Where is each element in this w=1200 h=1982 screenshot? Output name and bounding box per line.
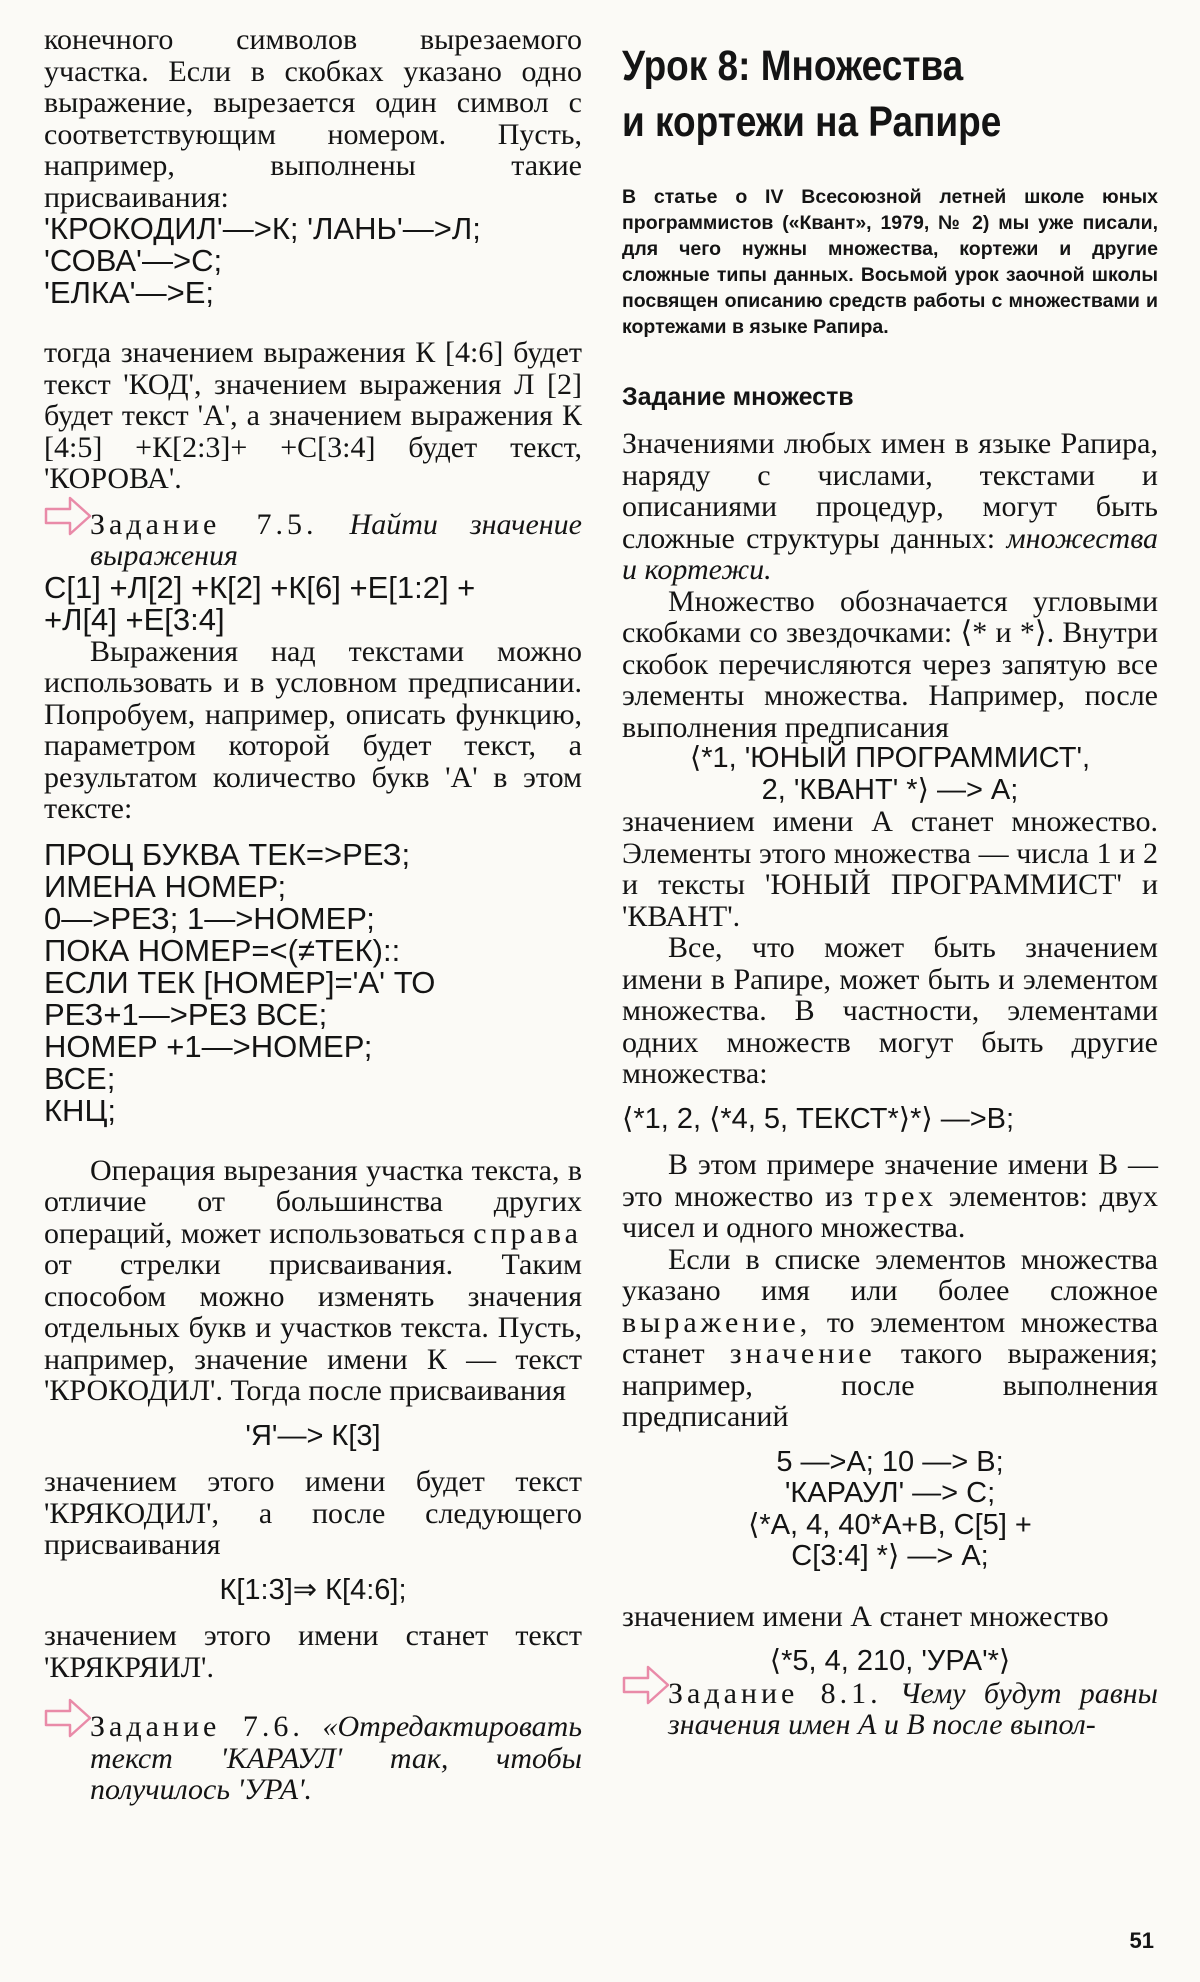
code-line: НОМЕР +1—>НОМЕР; bbox=[44, 1028, 373, 1064]
code-block bbox=[44, 836, 582, 1128]
paragraph: значением имени А станет множество. Элементы этого множества — числа 1 и 2 и тексты 'ЮНЫЙ ПРОГРАММИСТ' и 'КВАНТ'. bbox=[622, 805, 1158, 933]
code-line: С[1] +Л[2] +К[2] +К[6] +Е[1:2] + bbox=[44, 569, 476, 605]
pointer-arrow-icon bbox=[44, 495, 92, 537]
code-line: 'КАРАУЛ' —> С; bbox=[784, 1477, 996, 1509]
lead-paragraph: В статье о IV Всесоюзной летней школе юных программистов («Квант», 1979, № 2) мы уже писали, для чего нужны множества, кортежи и другие сложные типы данных. Восьмой урок заочной школы посвящен описанию средств работы с множествами и кортежами в языке Рапира. bbox=[622, 186, 1158, 338]
paragraph: Значениями любых имен в языке Рапира, наряду с числами, текстами и описаниями процедур, могут быть сложные структуры данных: множества и кортежи. bbox=[622, 427, 1159, 586]
code-line: РЕЗ+1—>РЕЗ ВСЕ; bbox=[44, 996, 328, 1032]
code-line: ⟨*1, 2, ⟨*4, 5, ТЕКСТ*⟩*⟩ —>В; bbox=[622, 1102, 1015, 1135]
code-line: К[1:3]⇒ К[4:6]; bbox=[219, 1573, 407, 1606]
paragraph: значением этого имени будет текст 'КРЯКОДИЛ', а после следующего присваивания bbox=[44, 1465, 582, 1561]
task-8-1 bbox=[622, 1678, 1158, 1741]
task-7-6 bbox=[44, 1711, 582, 1806]
task-label: Задание 8.1. bbox=[668, 1676, 882, 1710]
paragraph: значением этого имени станет текст 'КРЯКРЯИЛ'. bbox=[44, 1619, 582, 1684]
paragraph: Если в списке элементов множества указано имя или более сложное выражение, то элементом множества станет значение такого выражения; например, после выполнения предписаний bbox=[622, 1242, 1159, 1433]
code-line: 'СОВА'—>С; bbox=[44, 243, 223, 278]
title-line: и кортежи на Рапире bbox=[622, 98, 1002, 146]
paragraph: Выражения над текстами можно использовать и в условном предписании. Попробуем, например, описать функцию, параметром которой будет текст, а результатом количество букв 'А' в этом тексте: bbox=[44, 634, 582, 825]
code-line: ВСЕ; bbox=[44, 1060, 116, 1096]
paragraph: конечного символов вырезаемого участка. Если в скобках указано одно выражение, вырезается один символ с соответствующим номером. Пусть, например, выполнены такие присваивания: bbox=[44, 23, 582, 214]
code-line: С[3:4] *⟩ —> А; bbox=[791, 1540, 989, 1572]
code-block bbox=[44, 213, 582, 309]
code-block bbox=[44, 569, 582, 637]
paragraph: Множество обозначается угловыми скобками со звездочками: ⟨* и *⟩. Внутри скобок перечисляются через запятую все элементы множества. Например, после выполнения предписания bbox=[622, 584, 1158, 744]
task-label: Задание 7.6. bbox=[90, 1710, 304, 1743]
code-line: ИМЕНА НОМЕР; bbox=[44, 868, 287, 904]
code-line: ЕСЛИ ТЕК [НОМЕР]='А' ТО bbox=[44, 964, 436, 1000]
code-line: 'ЕЛКА'—>Е; bbox=[44, 275, 214, 310]
pointer-arrow-icon bbox=[622, 1664, 670, 1706]
code-line: +Л[4] +Е[3:4] bbox=[44, 601, 225, 637]
code-line: 'КРОКОДИЛ'—>К; 'ЛАНЬ'—>Л; bbox=[44, 211, 481, 246]
task-text: Чему будут равны значения имен А и В после выпол- bbox=[668, 1676, 1158, 1741]
code-line: ⟨*5, 4, 210, 'УРА'*⟩ bbox=[769, 1645, 1011, 1677]
code-line: 0—>РЕЗ; 1—>НОМЕР; bbox=[44, 900, 375, 936]
lesson-title bbox=[622, 38, 1172, 150]
section-heading: Задание множеств bbox=[622, 383, 854, 411]
task-text: Найти значение выражения bbox=[90, 507, 582, 572]
code-line: КНЦ; bbox=[44, 1092, 116, 1128]
paragraph: значением имени А станет множество bbox=[622, 1599, 1109, 1633]
page-number: 51 bbox=[1129, 1928, 1154, 1953]
code-line: 5 —>А; 10 —> В; bbox=[776, 1445, 1004, 1478]
task-7-5 bbox=[44, 509, 582, 572]
task-text: «Отредактировать текст 'КАРАУЛ' так, чтобы получилось 'УРА'. bbox=[90, 1710, 582, 1806]
code-line: 'Я'—> К[3] bbox=[245, 1419, 381, 1452]
code-line: ⟨*1, 'ЮНЫЙ ПРОГРАММИСТ', bbox=[689, 742, 1091, 774]
paragraph: тогда значением выражения К [4:6] будет текст 'КОД', значением выражения Л [2] будет текст 'А', а значением выражения К [4:5] +К[2:3]+ +С[3:4] будет текст, 'КОРОВА'. bbox=[44, 336, 582, 495]
code-block bbox=[622, 743, 1158, 806]
code-block bbox=[622, 1447, 1158, 1573]
right-column bbox=[622, 24, 1158, 1741]
paragraph: Операция вырезания участка текста, в отличие от большинства других операций, может использоваться справа от стрелки присваивания. Таким способом можно изменять значения отдельных букв и участков текста. Пусть, например, значение имени К — текст 'КРОКОДИЛ'. Тогда после присваивания bbox=[44, 1153, 582, 1407]
left-column bbox=[44, 24, 582, 1806]
code-line: ПОКА НОМЕР=<(≠ТЕК):: bbox=[44, 932, 401, 968]
title-line: Урок 8: Множества bbox=[622, 42, 964, 90]
task-label: Задание 7.5. bbox=[90, 507, 318, 541]
code-line: ПРОЦ БУКВА ТЕК=>РЕЗ; bbox=[44, 836, 411, 872]
paragraph: Все, что может быть значением имени в Рапире, может быть и элементом множества. В частности, элементами одних множеств могут быть другие множества: bbox=[622, 931, 1158, 1090]
paragraph: В этом примере значение имени В — это множество из трех элементов: двух чисел и одного множества. bbox=[622, 1148, 1158, 1244]
pointer-arrow-icon bbox=[44, 1697, 92, 1739]
code-line: ⟨*А, 4, 40*А+В, С[5] + bbox=[748, 1508, 1032, 1541]
code-line: 2, 'КВАНТ' *⟩ —> А; bbox=[761, 773, 1019, 806]
